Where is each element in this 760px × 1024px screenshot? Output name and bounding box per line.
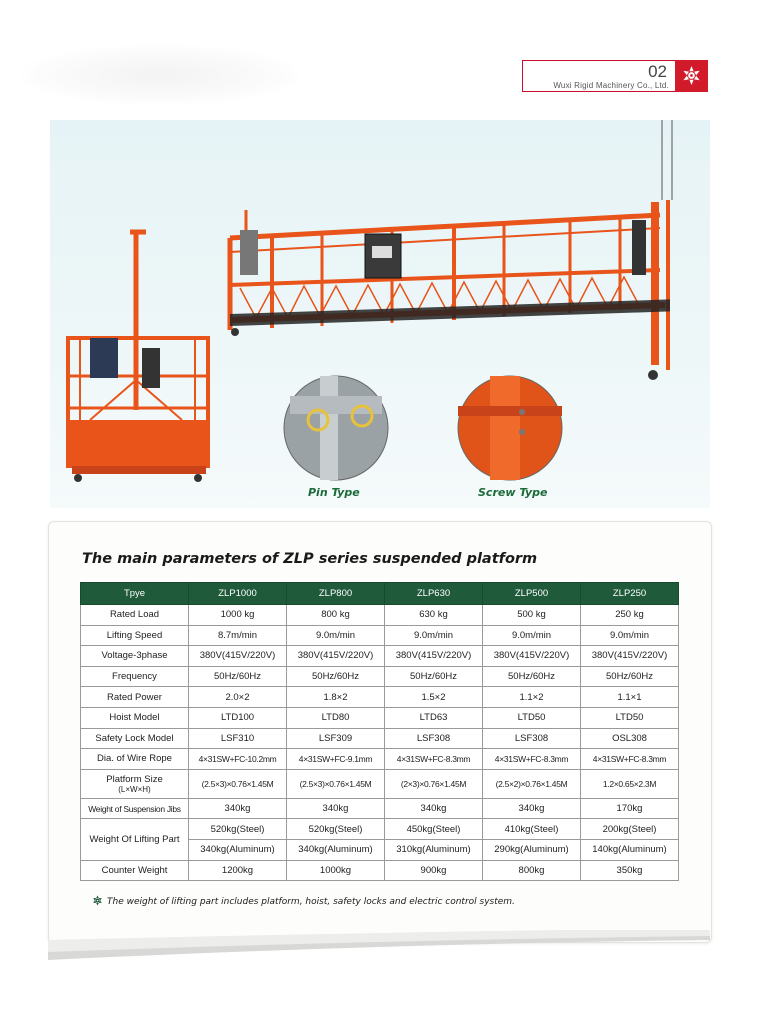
- table-row: [81, 707, 679, 728]
- table-cell: (2.5×3)×0.76×1.45M: [189, 769, 287, 798]
- table-row: [81, 646, 679, 667]
- table-cell: (2.5×2)×0.76×1.45M: [483, 769, 581, 798]
- table-cell: 4×31SW+FC-8.3mm: [483, 749, 581, 770]
- table-cell: (2×3)×0.76×1.45M: [385, 769, 483, 798]
- table-cell: 1200kg: [189, 860, 287, 881]
- row-label: Rated Load: [81, 605, 189, 626]
- platform-illustration: [50, 120, 710, 508]
- table-cell: 1000 kg: [189, 605, 287, 626]
- footnote: [92, 895, 515, 907]
- table-cell: 340kg(Aluminum): [189, 839, 287, 860]
- table-cell: 9.0m/min: [385, 625, 483, 646]
- row-label: Voltage-3phase: [81, 646, 189, 667]
- column-header: ZLP500: [483, 583, 581, 605]
- row-label: Weight of Suspension Jibs: [81, 798, 189, 819]
- table-cell: 520kg(Steel): [189, 819, 287, 840]
- table-row: [81, 666, 679, 687]
- table-row: [81, 605, 679, 626]
- table-row: [81, 728, 679, 749]
- row-label: [81, 769, 189, 798]
- table-cell: 800 kg: [287, 605, 385, 626]
- pin-type-caption: Pin Type: [308, 486, 360, 499]
- table-row: [81, 860, 679, 881]
- table-cell: 380V(415V/220V): [581, 646, 679, 667]
- table-cell: 50Hz/60Hz: [189, 666, 287, 687]
- table-cell: 1.2×0.65×2.3M: [581, 769, 679, 798]
- table-cell: 4×31SW+FC-10.2mm: [189, 749, 287, 770]
- table-cell: 350kg: [581, 860, 679, 881]
- table-row: [81, 625, 679, 646]
- platform-size-label: Platform Size: [106, 773, 163, 785]
- row-label: Rated Power: [81, 687, 189, 708]
- table-cell: 450kg(Steel): [385, 819, 483, 840]
- table-cell: 200kg(Steel): [581, 819, 679, 840]
- company-logo: [675, 60, 708, 92]
- table-cell: LTD50: [581, 707, 679, 728]
- table-cell: 290kg(Aluminum): [483, 839, 581, 860]
- row-label: Frequency: [81, 666, 189, 687]
- table-cell: 520kg(Steel): [287, 819, 385, 840]
- table-cell: 380V(415V/220V): [385, 646, 483, 667]
- table-cell: 800kg: [483, 860, 581, 881]
- table-cell: 340kg: [385, 798, 483, 819]
- table-cell: 9.0m/min: [581, 625, 679, 646]
- table-cell: 50Hz/60Hz: [385, 666, 483, 687]
- gear-icon: [681, 65, 702, 86]
- section-title: The main parameters of ZLP series suspended platform: [82, 551, 538, 567]
- table-cell: 4×31SW+FC-9.1mm: [287, 749, 385, 770]
- scan-smudge: [20, 45, 300, 105]
- row-label: Dia. of Wire Rope: [81, 749, 189, 770]
- table-cell: 50Hz/60Hz: [581, 666, 679, 687]
- table-cell: LTD63: [385, 707, 483, 728]
- table-cell: LSF308: [483, 728, 581, 749]
- parameters-table: [80, 582, 679, 881]
- table-cell: 50Hz/60Hz: [287, 666, 385, 687]
- table-row: [81, 769, 679, 798]
- table-cell: 50Hz/60Hz: [483, 666, 581, 687]
- table-cell: LTD50: [483, 707, 581, 728]
- screw-type-caption: Screw Type: [478, 486, 548, 499]
- table-cell: 630 kg: [385, 605, 483, 626]
- platform-size-sublabel: (L×W×H): [118, 784, 151, 794]
- column-header: ZLP630: [385, 583, 483, 605]
- table-cell: LSF310: [189, 728, 287, 749]
- column-header: ZLP250: [581, 583, 679, 605]
- table-cell: LSF309: [287, 728, 385, 749]
- row-label: Counter Weight: [81, 860, 189, 881]
- table-cell: 8.7m/min: [189, 625, 287, 646]
- table-cell: (2.5×3)×0.76×1.45M: [287, 769, 385, 798]
- gear-bullet-icon: [92, 895, 103, 906]
- table-row: [81, 687, 679, 708]
- column-header: ZLP800: [287, 583, 385, 605]
- table-cell: 340kg: [189, 798, 287, 819]
- table-cell: 250 kg: [581, 605, 679, 626]
- table-cell: 1000kg: [287, 860, 385, 881]
- table-cell: 500 kg: [483, 605, 581, 626]
- table-cell: 1.1×1: [581, 687, 679, 708]
- table-row: [81, 798, 679, 819]
- column-header: ZLP1000: [189, 583, 287, 605]
- table-cell: 1.1×2: [483, 687, 581, 708]
- table-cell: 380V(415V/220V): [483, 646, 581, 667]
- table-cell: 340kg(Aluminum): [287, 839, 385, 860]
- footnote-text: The weight of lifting part includes platform, hoist, safety locks and electric control system.: [107, 897, 515, 907]
- table-cell: 4×31SW+FC-8.3mm: [581, 749, 679, 770]
- table-cell: LTD100: [189, 707, 287, 728]
- table-cell: 380V(415V/220V): [189, 646, 287, 667]
- screw-type-detail: [458, 376, 562, 480]
- table-cell: 900kg: [385, 860, 483, 881]
- table-cell: 310kg(Aluminum): [385, 839, 483, 860]
- table-cell: 9.0m/min: [287, 625, 385, 646]
- row-label: Hoist Model: [81, 707, 189, 728]
- row-label: Safety Lock Model: [81, 728, 189, 749]
- table-cell: LSF308: [385, 728, 483, 749]
- table-row: [81, 749, 679, 770]
- table-cell: 1.5×2: [385, 687, 483, 708]
- table-cell: 380V(415V/220V): [287, 646, 385, 667]
- row-label: Weight Of Lifting Part: [81, 819, 189, 860]
- page-curl-decoration: [48, 930, 710, 960]
- table-cell: LTD80: [287, 707, 385, 728]
- page-header: [522, 60, 675, 92]
- table-cell: 4×31SW+FC-8.3mm: [385, 749, 483, 770]
- page-number: 02: [648, 62, 667, 81]
- table-cell: OSL308: [581, 728, 679, 749]
- table-cell: 1.8×2: [287, 687, 385, 708]
- company-name: Wuxi Rigid Machinery Co., Ltd.: [553, 81, 669, 90]
- table-cell: 410kg(Steel): [483, 819, 581, 840]
- table-cell: 340kg: [483, 798, 581, 819]
- row-label: Lifting Speed: [81, 625, 189, 646]
- table-cell: 2.0×2: [189, 687, 287, 708]
- table-cell: 170kg: [581, 798, 679, 819]
- table-header-row: [81, 583, 679, 605]
- pin-type-detail: [284, 376, 388, 480]
- table-cell: 340kg: [287, 798, 385, 819]
- table-cell: 140kg(Aluminum): [581, 839, 679, 860]
- column-header: Tpye: [81, 583, 189, 605]
- product-photo: [50, 120, 710, 508]
- table-row: [81, 819, 679, 840]
- table-cell: 9.0m/min: [483, 625, 581, 646]
